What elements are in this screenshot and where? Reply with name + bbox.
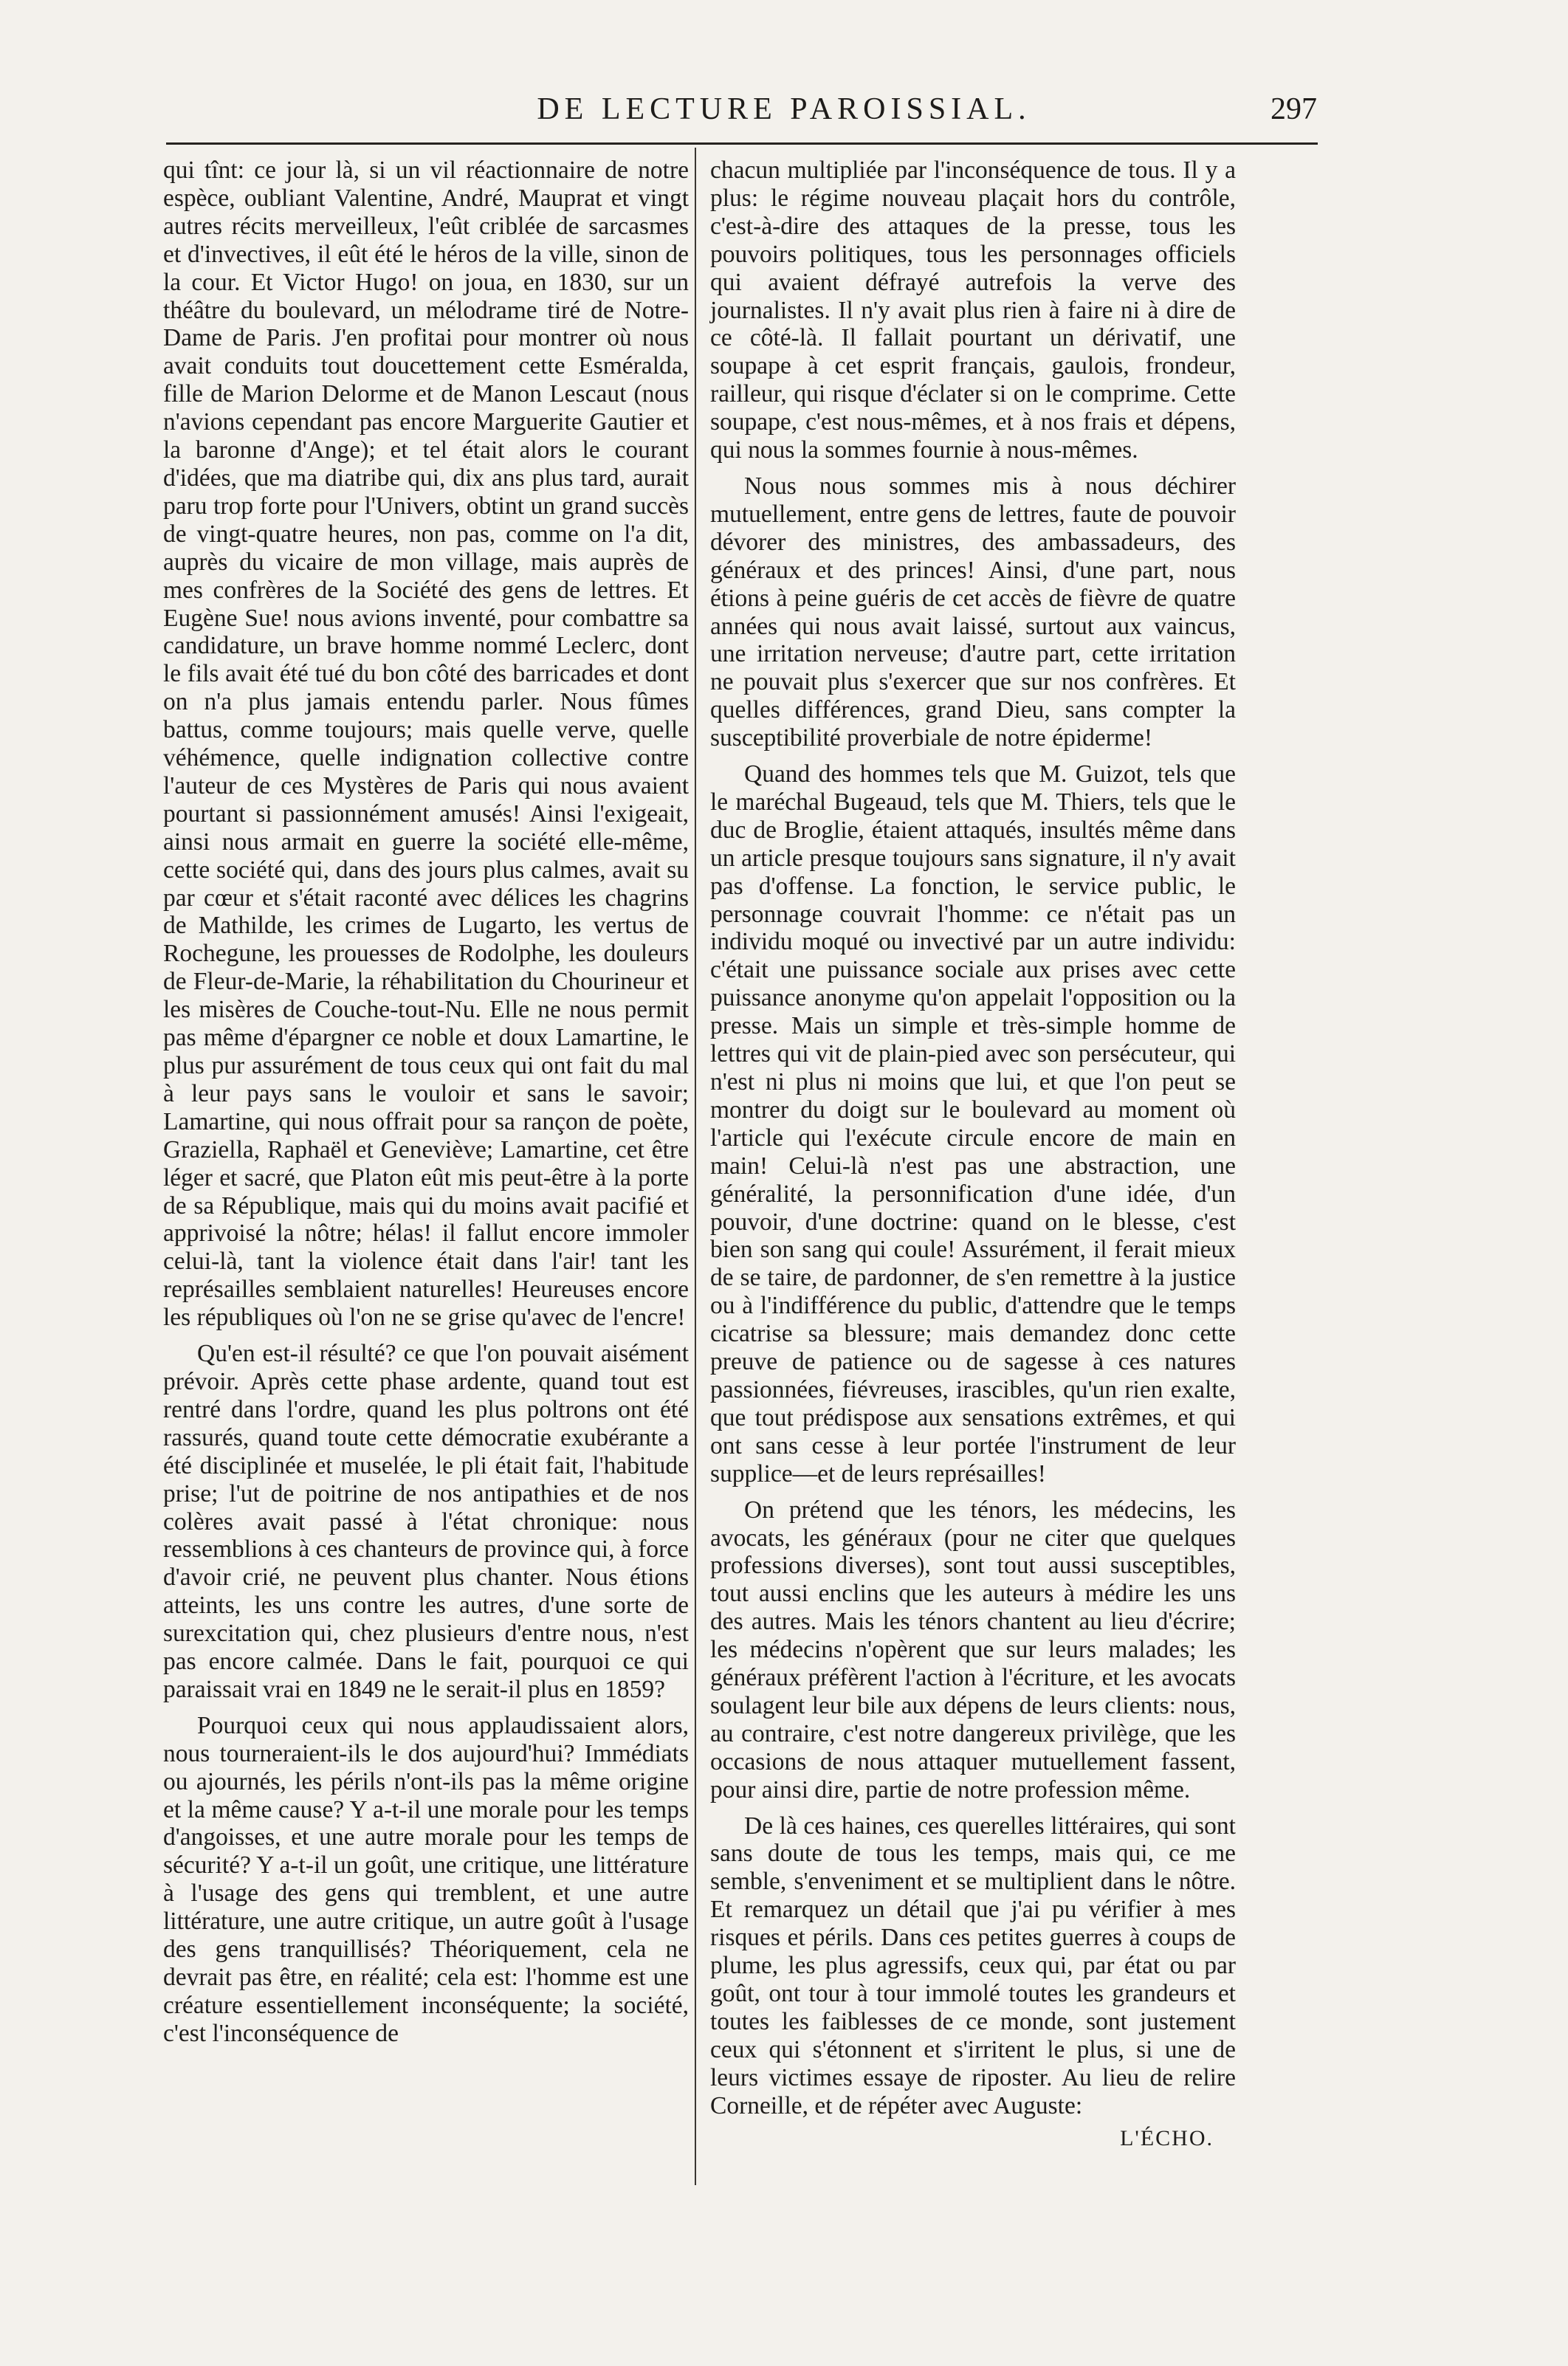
paragraph: Pourquoi ceux qui nous applaudissaient alors, nous tourneraient-ils le dos aujourd'hui? Immédiats ou ajournés, les périls n'ont-ils pas la même origine et la même cause? Y a-t-il une morale pour les temps d'angoisses, et une autre morale pour les temps de sécurité? Y a-t-il un goût, une critique, une littérature à l'usage des gens qui tremblent, et une autre littérature, une autre critique, un autre goût à l'usage des gens tranquillisés? Théoriquement, cela ne devrait pas être, en réalité; cela est: l'homme est une créature essentiellement inconséquente; la société, c'est l'inconséquence de	[163, 1711, 689, 2047]
paragraph: qui tînt: ce jour là, si un vil réactionnaire de notre espèce, oubliant Valentine, André, Mauprat et vingt autres récits merveilleux, l'eût criblée de sarcasmes et d'invectives, il eût été le héros de la ville, sinon de la cour. Et Victor Hugo! on joua, en 1830, sur un théâtre du boulevard, un mélodrame tiré de Notre-Dame de Paris. J'en profitai pour montrer où nous avait conduits tout doucettement cette Esméralda, fille de Marion Delorme et de Manon Lescaut (nous n'avions cependant pas encore Marguerite Gautier et la baronne d'Ange); et tel était alors le courant d'idées, que ma diatribe qui, dix ans plus tard, aurait paru trop forte pour l'Univers, obtint un grand succès de vingt-quatre heures, non pas, comme on l'a dit, auprès du vicaire de mon village, mais auprès de mes confrères de la Société des gens de lettres. Et Eugène Sue! nous avions inventé, pour combattre sa candidature, un brave homme nommé Leclerc, dont le fils avait été tué du bon côté des barricades et dont on n'a plus jamais entendu parler. Nous fûmes battus, comme toujours; mais quelle verve, quelle véhémence, quelle indignation collective contre l'auteur de ces Mystères de Paris qui nous avaient pourtant si passionnément amusés! Ainsi l'exigeait, ainsi nous armait en guerre la société elle-même, cette société qui, dans des jours plus calmes, avait su par cœur et s'était raconté avec délices les chagrins de Mathilde, les crimes de Lugarto, les vertus de Rochegune, les prouesses de Rodolphe, les douleurs de Fleur-de-Marie, la réhabilitation du Chourineur et les misères de Couche-tout-Nu. Elle ne nous permit pas même d'épargner ce noble et doux Lamartine, le plus pur assurément de tous ceux qui ont fait du mal à leur pays sans le vouloir et sans le savoir; Lamartine, qui nous offrait pour sa rançon de poète, Graziella, Raphaël et Geneviève; Lamartine, cet être léger et sacré, que Platon eût mis peut-être à la porte de sa République, mais qui du moins avait pacifié et apprivoisé la nôtre; hélas! il fallut encore immoler celui-là, tant la violence était dans l'air! tant les représailles semblaient naturelles! Heureuses encore les républiques où l'on ne se grise qu'avec de l'encre!	[163, 157, 689, 1332]
page-header	[0, 81, 1568, 140]
running-title: DE LECTURE PAROISSIAL.	[537, 92, 1031, 126]
paragraph: On prétend que les ténors, les médecins, les avocats, les généraux (pour ne citer que quelques professions diverses), sont tout aussi susceptibles, tout aussi enclins que les auteurs à médire les uns des autres. Mais les ténors chantent au lieu d'écrire; les médecins n'opèrent que sur leurs malades; les généraux préfèrent l'action à l'écriture, et les avocats soulagent leur bile aux dépens de leurs clients: nous, au contraire, c'est notre dangereux privilège, que les occasions de nous attaquer mutuellement fassent, pour ainsi dire, partie de notre profession même.	[710, 1496, 1236, 1803]
header-rule	[166, 142, 1318, 145]
page-number: 297	[1270, 92, 1317, 126]
paragraph: Quand des hommes tels que M. Guizot, tels que le maréchal Bugeaud, tels que M. Thiers, tels que le duc de Broglie, étaient attaqués, insultés même dans un article presque toujours sans signature, il n'y avait pas d'offense. La fonction, le service public, le personnage couvrait l'homme: ce n'était pas un individu moqué ou invectivé par un autre individu: c'était une puissance sociale aux prises avec cette puissance anonyme qu'on appelait l'opposition ou la presse. Mais un simple et très-simple homme de lettres qui vit de plain-pied avec son persécuteur, qui n'est ni plus ni moins que lui, et que l'on peut se montrer du doigt sur le boulevard au moment où l'article qui l'exécute circule encore de main en main! Celui-là n'est pas une abstraction, une généralité, la personnification d'une idée, d'un pouvoir, d'une doctrine: quand on le blesse, c'est bien son sang qui coule! Assurément, il ferait mieux de se taire, de pardonner, de s'en remettre à la justice ou à l'indifférence du public, d'attendre que le temps cicatrise sa blessure; mais demandez donc cette preuve de patience ou de sagesse à ces natures passionnées, fiévreuses, irascibles, qu'un rien exalte, que tout prédispose aux sensations extrêmes, et qui ont sans cesse à leur portée l'instrument de leur supplice—et de leurs représailles!	[710, 760, 1236, 1488]
column-divider	[695, 148, 696, 2185]
right-column	[710, 157, 1236, 2152]
paragraph: Qu'en est-il résulté? ce que l'on pouvait aisément prévoir. Après cette phase ardente, quand tout est rentré dans l'ordre, quand les plus poltrons ont été rassurés, quand toute cette démocratie exubérante a été disciplinée et muselée, le pli était fait, l'habitude prise; l'ut de poitrine de nos antipathies et de nos colères avait passé à l'état chronique: nous ressemblions à ces chanteurs de province qui, à force d'avoir crié, ne peuvent plus chanter. Nous étions atteints, les uns contre les autres, d'une sorte de surexcitation qui, chez plusieurs d'entre nous, n'est pas encore calmée. Dans le fait, pourquoi ce qui paraissait vrai en 1849 ne le serait-il plus en 1859?	[163, 1340, 689, 1703]
paragraph: De là ces haines, ces querelles littéraires, qui sont sans doute de tous les temps, mais qui, ce me semble, s'enveniment et se multiplient dans le nôtre. Et remarquez un détail que j'ai pu vérifier à mes risques et périls. Dans ces petites guerres à coups de plume, les plus agressifs, ceux qui, par état ou par goût, ont tour à tour immolé toutes les grandeurs et toutes les faiblesses de ce monde, sont justement ceux qui s'étonnent et s'irritent le plus, si une de leurs victimes essaye de riposter. Au lieu de relire Corneille, et de répéter avec Auguste:	[710, 1812, 1236, 2119]
left-column	[163, 157, 689, 2048]
signature: L'ÉCHO.	[1120, 2125, 1214, 2150]
paragraph: chacun multipliée par l'inconséquence de tous. Il y a plus: le régime nouveau plaçait hors du contrôle, c'est-à-dire des attaques de la presse, tous les pouvoirs politiques, tous les personnages officiels qui avaient défrayé autrefois la verve des journalistes. Il n'y avait plus rien à faire ni à dire de ce côté-là. Il fallait pourtant un dérivatif, une soupape à cet esprit français, gaulois, frondeur, railleur, qui risque d'éclater si on le comprime. Cette soupape, c'est nous-mêmes, et à nos frais et dépens, qui nous la sommes fournie à nous-mêmes.	[710, 157, 1236, 464]
paragraph: Nous nous sommes mis à nous déchirer mutuellement, entre gens de lettres, faute de pouvoir dévorer des ministres, des ambassadeurs, des généraux et des princes! Ainsi, d'une part, nous étions à peine guéris de cet accès de fièvre de quatre années qui nous avait laissé, surtout aux vaincus, une irritation nerveuse; d'autre part, cette irritation ne pouvait plus s'exercer que sur nos confrères. Et quelles différences, grand Dieu, sans compter la susceptibilité proverbiale de notre épiderme!	[710, 472, 1236, 752]
